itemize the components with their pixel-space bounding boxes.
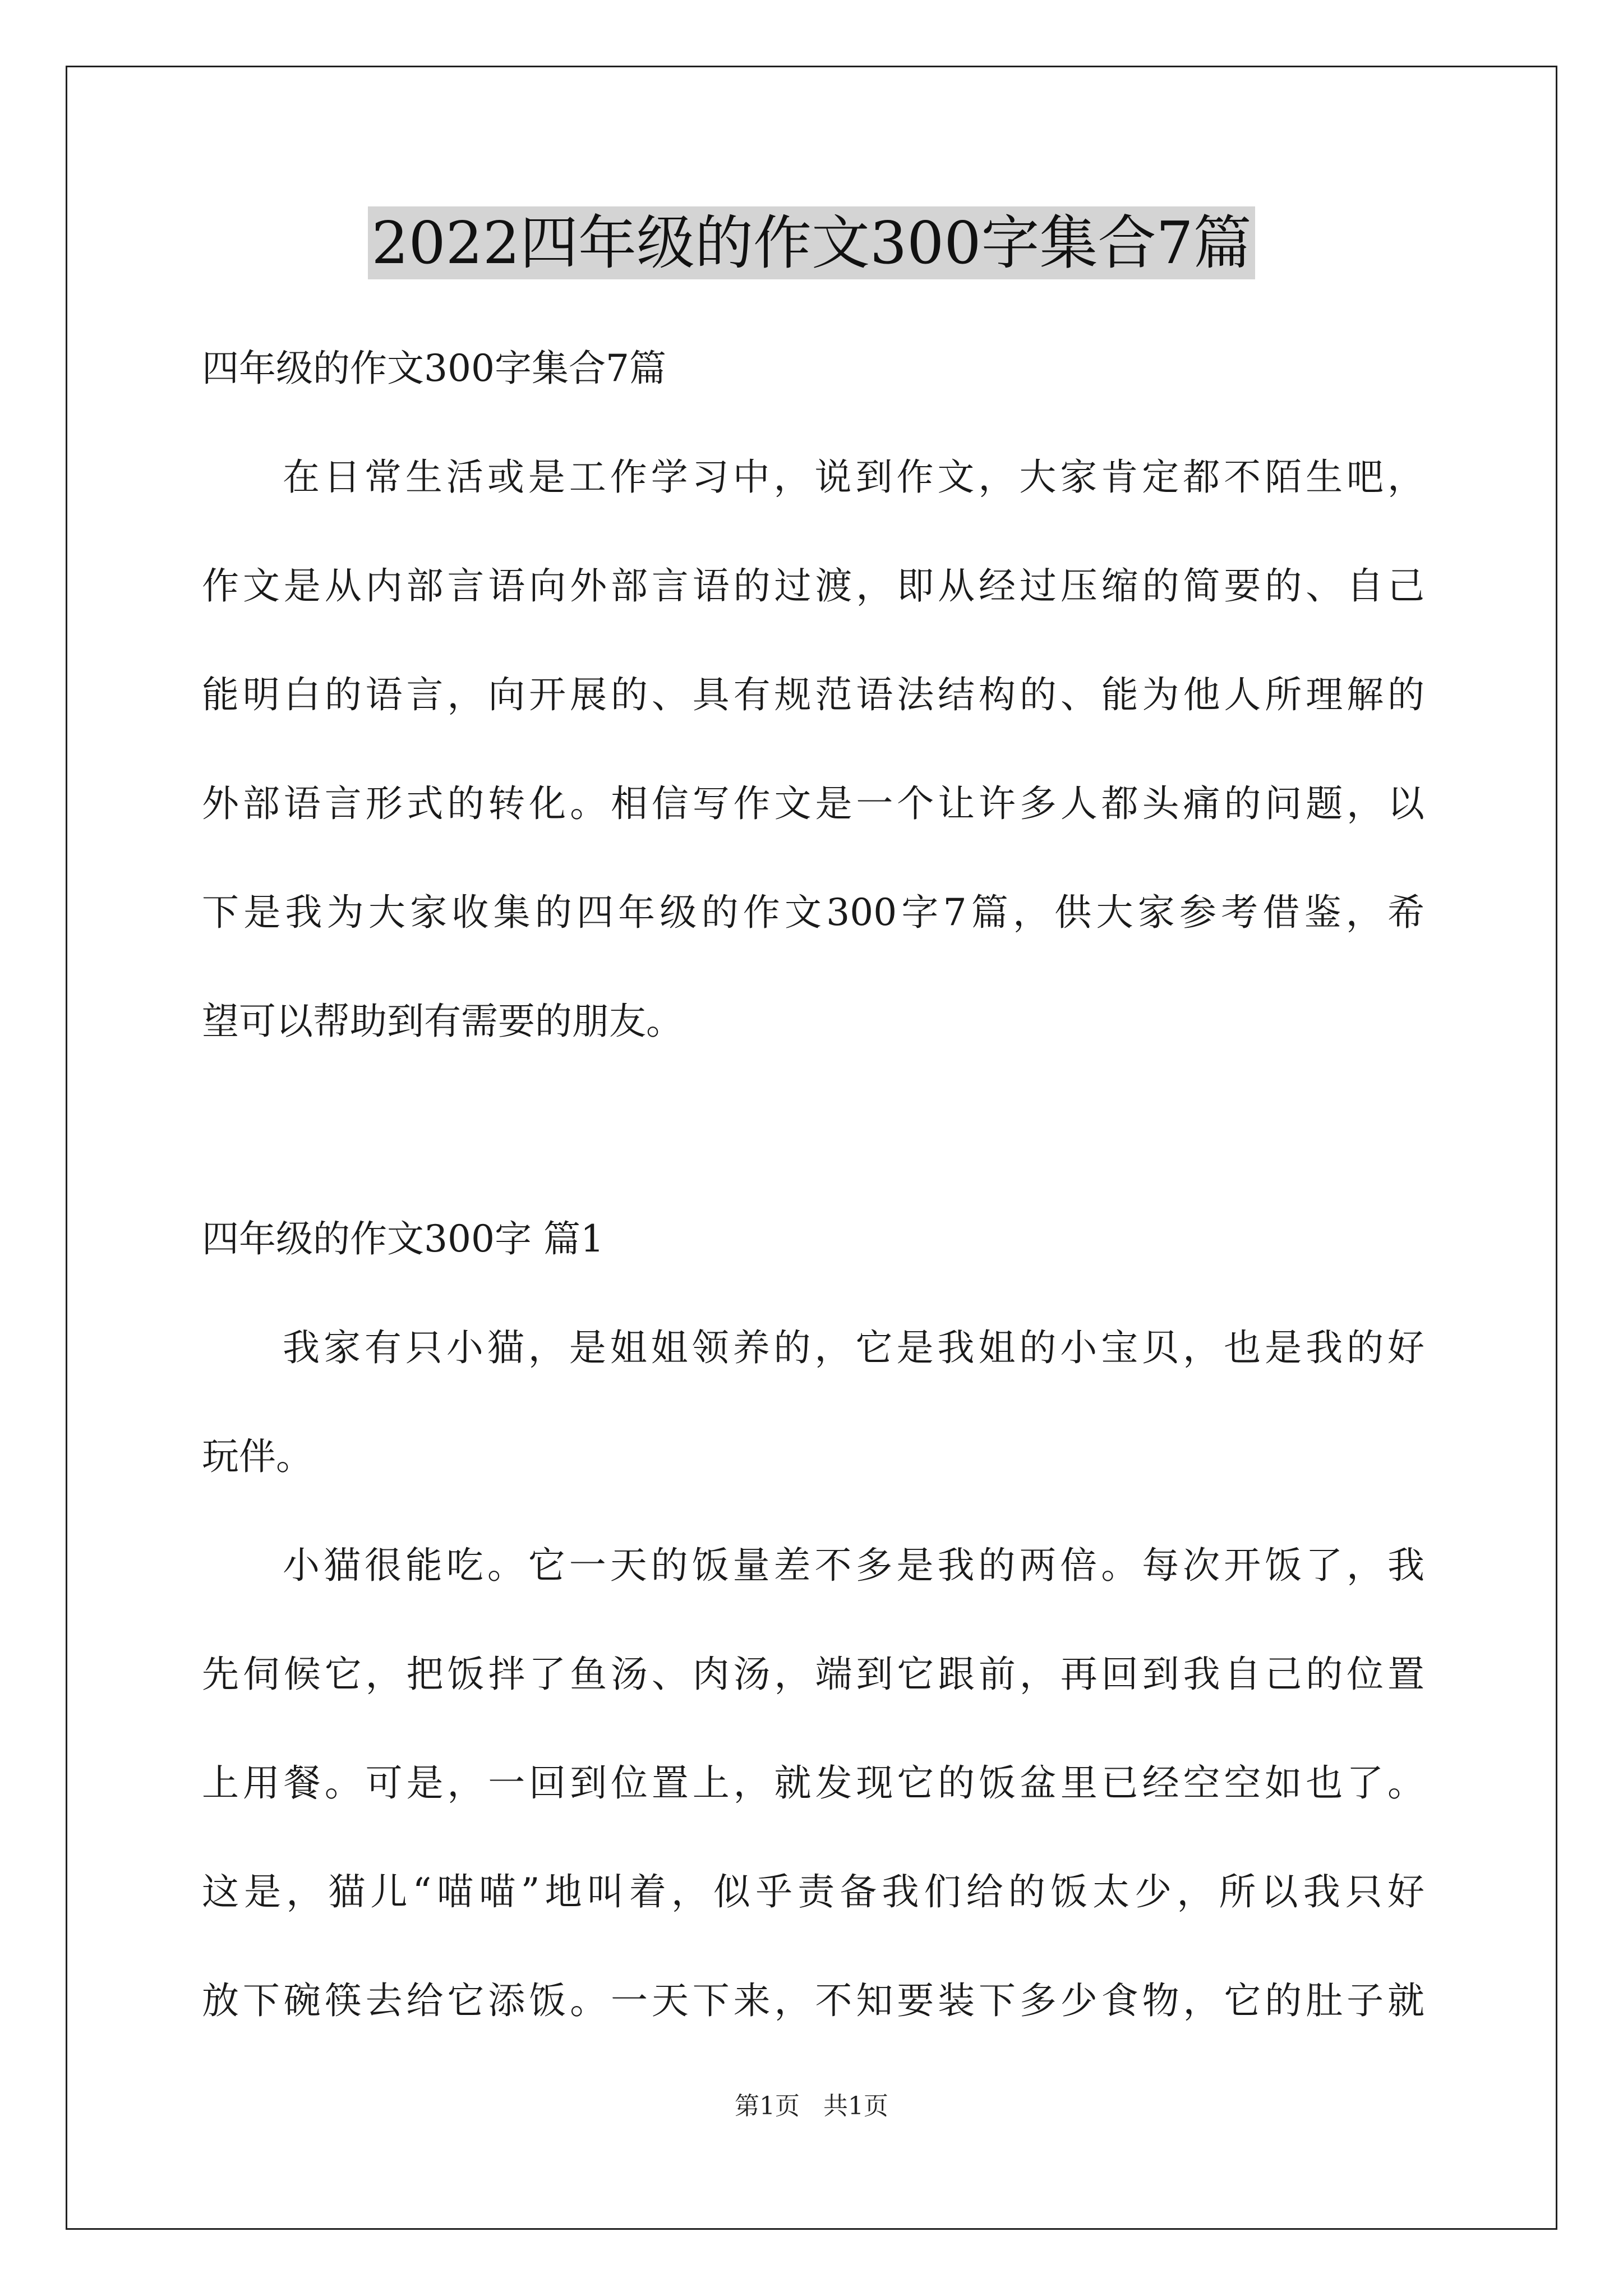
- paragraph-line: 先伺候它，把饭拌了鱼汤、肉汤，端到它跟前，再回到我自己的位置: [202, 1653, 1424, 1696]
- intro-line: 作文是从内部言语向外部言语的过渡，即从经过压缩的简要的、自己: [202, 564, 1424, 608]
- section-spacer: [202, 1076, 1424, 1185]
- paragraph-line: 这是，猫儿“喵喵”地叫着，似乎责备我们给的饭太少，所以我只好: [202, 1870, 1424, 1913]
- document-body: [202, 314, 1424, 2055]
- intro-line: 下是我为大家收集的四年级的作文300字7篇，供大家参考借鉴，希: [202, 891, 1424, 934]
- intro-line: 在日常生活或是工作学习中，说到作文，大家肯定都不陌生吧，: [283, 455, 1424, 499]
- intro-line: 能明白的语言，向开展的、具有规范语法结构的、能为他人所理解的: [202, 673, 1424, 716]
- section-heading: 四年级的作文300字 篇1: [202, 1217, 604, 1260]
- document-subtitle: 四年级的作文300字集合7篇: [202, 347, 666, 390]
- paragraph-line: 我家有只小猫，是姐姐领养的，它是我姐的小宝贝，也是我的好: [283, 1326, 1424, 1369]
- document-title: 2022四年级的作文300字集合7篇: [368, 206, 1255, 279]
- intro-line: 望可以帮助到有需要的朋友。: [202, 1000, 683, 1043]
- intro-line: 外部语言形式的转化。相信写作文是一个让许多人都头痛的问题，以: [202, 782, 1424, 825]
- paragraph-line: 小猫很能吃。它一天的饭量差不多是我的两倍。每次开饭了，我: [283, 1544, 1424, 1587]
- page-footer: 第1页 共1页: [735, 2092, 888, 2120]
- paragraph-line: 放下碗筷去给它添饭。一天下来，不知要装下多少食物，它的肚子就: [202, 1979, 1424, 2022]
- paragraph-line: 上用餐。可是，一回到位置上，就发现它的饭盆里已经空空如也了。: [202, 1761, 1424, 1805]
- paragraph-line: 玩伴。: [202, 1435, 313, 1478]
- title-container: [0, 206, 1623, 279]
